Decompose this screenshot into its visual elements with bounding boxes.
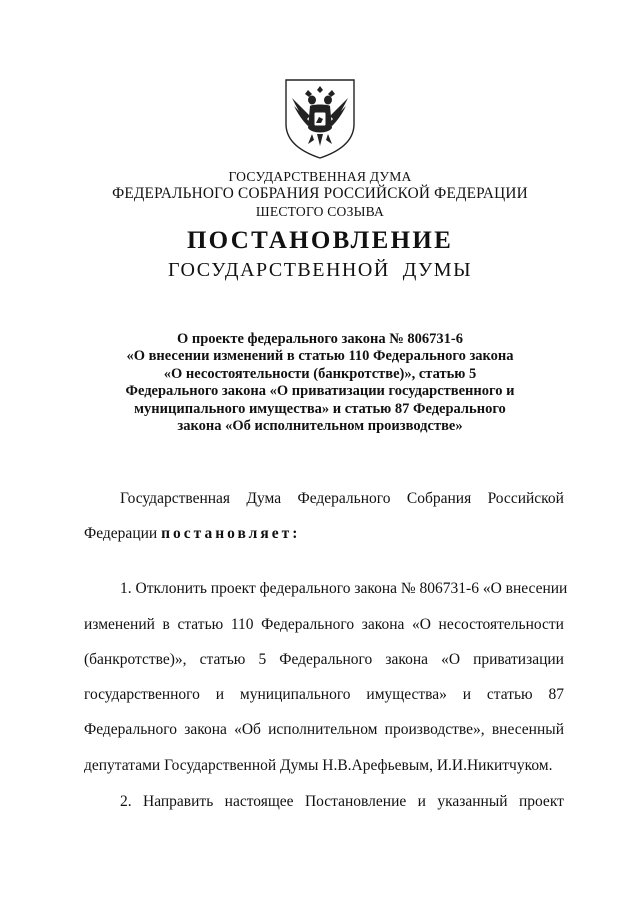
subject-line: закона «Об исполнительном производстве» xyxy=(177,418,463,435)
header-line-3: ШЕСТОГО СОЗЫВА xyxy=(255,204,385,219)
document-subtitle: ГОСУДАРСТВЕННОЙ ДУМЫ xyxy=(167,259,473,281)
word: Дума xyxy=(246,490,282,507)
word: настоящее xyxy=(224,793,294,810)
word: государственного xyxy=(84,686,200,703)
word: Российской xyxy=(487,490,564,507)
word: имущества» xyxy=(366,686,447,703)
word: «Об xyxy=(234,721,261,738)
word: Федерального xyxy=(261,616,355,633)
header-line-1: ГОСУДАРСТВЕННАЯ ДУМА xyxy=(228,169,412,184)
preamble-text: Федерации xyxy=(84,525,162,542)
item1-line-6: депутатами Государственной Думы Н.В.Арефьевым, И.И.Никитчуком. xyxy=(84,757,553,774)
word: и xyxy=(417,793,426,810)
decree-word: постановляет: xyxy=(161,525,301,542)
item2-line-1 xyxy=(120,793,564,811)
subject-line: Федерального закона «О приватизации государственного и xyxy=(125,383,515,400)
word: несостоятельности xyxy=(438,616,564,633)
word: проект xyxy=(518,793,564,810)
preamble-line-2 xyxy=(84,525,300,543)
word: закона xyxy=(385,651,429,668)
word: 2. xyxy=(120,793,132,810)
word: Государственная xyxy=(120,490,231,507)
word: статью xyxy=(486,686,533,703)
subject-line: О проекте федерального закона № 806731-6 xyxy=(176,331,464,347)
word: Федерального xyxy=(279,651,373,668)
word: 110 xyxy=(230,616,254,633)
preamble-line-1 xyxy=(120,490,564,508)
word: приватизации xyxy=(473,651,564,668)
word: закона xyxy=(361,616,405,633)
header-line-2: ФЕДЕРАЛЬНОГО СОБРАНИЯ РОССИЙСКОЙ ФЕДЕРАЦИИ xyxy=(112,185,528,202)
word: Направить xyxy=(143,793,214,810)
item1-line-1: 1. Отклонить проект федерального закона № 806731-6 «О внесении xyxy=(120,580,568,597)
document-title: ПОСТАНОВЛЕНИЕ xyxy=(186,227,454,254)
word: статью xyxy=(177,616,224,633)
item1-line-5 xyxy=(84,721,564,739)
word: исполнительном xyxy=(268,721,378,738)
word: 5 xyxy=(258,651,267,668)
subject-line: «О несостоятельности (банкротстве)», статью 5 xyxy=(163,365,477,382)
word: изменений xyxy=(84,616,155,633)
item1-line-3 xyxy=(84,651,564,669)
word: закона xyxy=(184,721,227,738)
word: муниципального xyxy=(239,686,351,703)
word: внесенный xyxy=(491,721,564,738)
word: «О xyxy=(441,651,461,668)
word: указанный xyxy=(437,793,508,810)
word: в xyxy=(162,616,170,633)
subject-block xyxy=(110,331,530,435)
subject-line: муниципального имущества» и статью 87 Федерального xyxy=(134,400,506,417)
word: и xyxy=(462,686,472,703)
word: (банкротстве)», xyxy=(84,651,187,668)
word: производстве», xyxy=(384,721,485,738)
word: Собрания xyxy=(406,490,472,507)
item1-line-2 xyxy=(84,616,564,634)
item1-line-4 xyxy=(84,686,564,704)
word: статью xyxy=(199,651,246,668)
word: Федерального xyxy=(297,490,391,507)
subject-line: «О внесении изменений в статью 110 Федерального закона xyxy=(126,348,514,365)
word: Постановление xyxy=(304,793,407,810)
word: и xyxy=(215,686,225,703)
word: «О xyxy=(411,616,431,633)
word: Федерального xyxy=(84,721,178,738)
word: 87 xyxy=(548,686,564,703)
coat-of-arms-emblem xyxy=(282,76,358,160)
